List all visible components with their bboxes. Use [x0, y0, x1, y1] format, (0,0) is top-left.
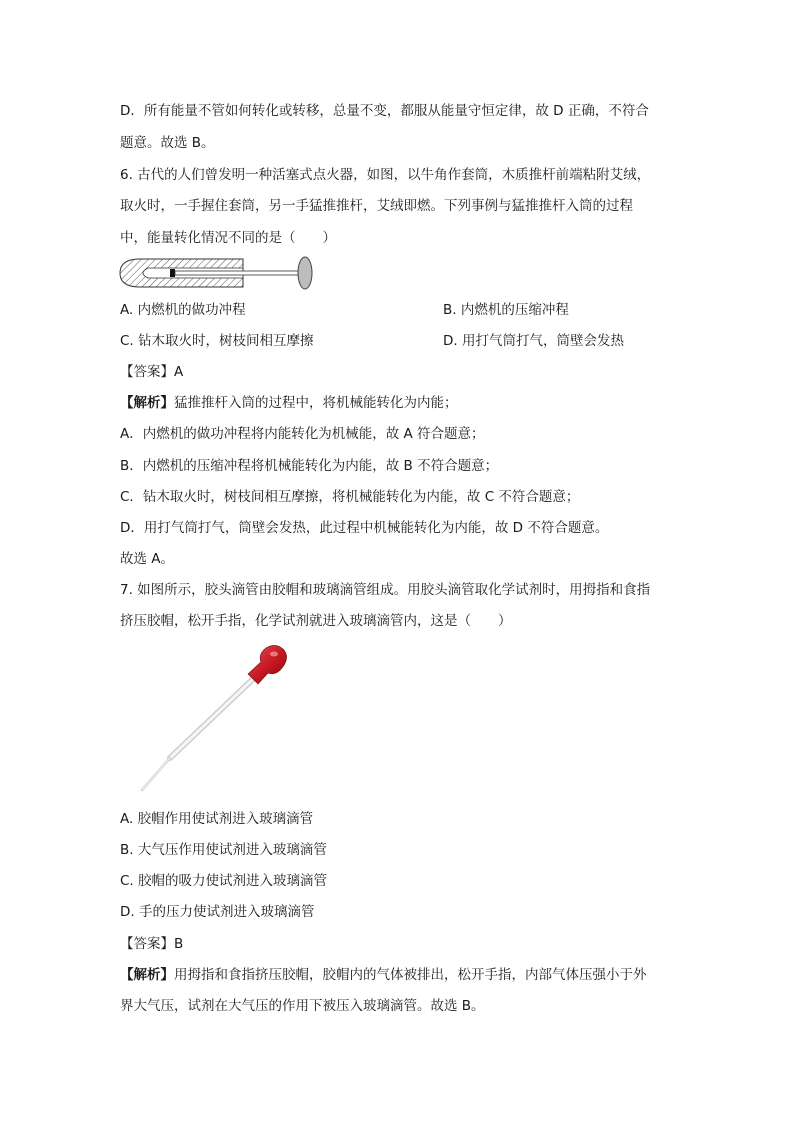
q7-option-c: C. 胶帽的吸力使试剂进入玻璃滴管: [120, 873, 328, 889]
q7-option-d: D. 手的压力使试剂进入玻璃滴管: [120, 904, 315, 920]
q6-analysis-line-3: B．内燃机的压缩冲程将机械能转化为内能，故 B 不符合题意；: [120, 458, 499, 474]
q5-option-d-explanation: D．所有能量不管如何转化或转移，总量不变，都服从能量守恒定律，故 D 正确，不符合: [120, 103, 649, 119]
dropper-figure: [130, 640, 300, 800]
q6-analysis-text-1: 猛推推杆入筒的过程中，将机械能转化为内能；: [174, 395, 458, 411]
q7-stem-line-1: 7. 如图所示，胶头滴管由胶帽和玻璃滴管组成。用胶头滴管取化学试剂时，用拇指和食指: [120, 582, 651, 598]
q6-stem-line-1: 6. 古代的人们曾发明一种活塞式点火器，如图，以牛角作套筒，木质推杆前端粘附艾绒，: [120, 167, 651, 183]
q7-analysis-line-2: 界大气压，试剂在大气压的作用下被压入玻璃滴管。故选 B。: [120, 998, 485, 1014]
q7-analysis-line-1: [120, 965, 680, 985]
q6-option-b: B. 内燃机的压缩冲程: [443, 302, 569, 318]
q6-option-a: A. 内燃机的做功冲程: [120, 302, 246, 318]
q7-option-a: A. 胶帽作用使试剂进入玻璃滴管: [120, 811, 314, 827]
q6-conclusion: 故选 A。: [120, 551, 175, 567]
q7-analysis-label: 【解析】: [120, 967, 174, 983]
q5-conclusion: 题意。故选 B。: [120, 135, 215, 151]
q6-analysis-line-5: D．用打气筒打气，筒壁会发热，此过程中机械能转化为内能，故 D 不符合题意。: [120, 520, 609, 536]
q7-analysis-text-1: 用拇指和食指挤压胶帽，胶帽内的气体被排出，松开手指，内部气体压强小于外: [174, 967, 647, 983]
q7-stem-line-2: 挤压胶帽，松开手指，化学试剂就进入玻璃滴管内，这是（ ）: [120, 613, 512, 629]
q6-analysis-line-1: [120, 393, 680, 413]
q6-stem-line-3: 中，能量转化情况不同的是（ ）: [120, 230, 336, 246]
q6-option-c: C. 钻木取火时，树枝间相互摩擦: [120, 333, 314, 349]
piston-igniter-figure: [118, 254, 318, 292]
q6-answer: 【答案】A: [120, 364, 184, 380]
q7-answer: 【答案】B: [120, 936, 184, 952]
q7-option-b: B. 大气压作用使试剂进入玻璃滴管: [120, 842, 327, 858]
q6-analysis-line-2: A．内燃机的做功冲程将内能转化为机械能，故 A 符合题意；: [120, 426, 485, 442]
q6-analysis-label: 【解析】: [120, 395, 174, 411]
q6-analysis-line-4: C．钻木取火时，树枝间相互摩擦，将机械能转化为内能，故 C 不符合题意；: [120, 489, 580, 505]
q6-option-d: D. 用打气筒打气，筒壁会发热: [443, 333, 624, 349]
q6-stem-line-2: 取火时，一手握住套筒，另一手猛推推杆，艾绒即燃。下列事例与猛推推杆入筒的过程: [120, 198, 633, 214]
